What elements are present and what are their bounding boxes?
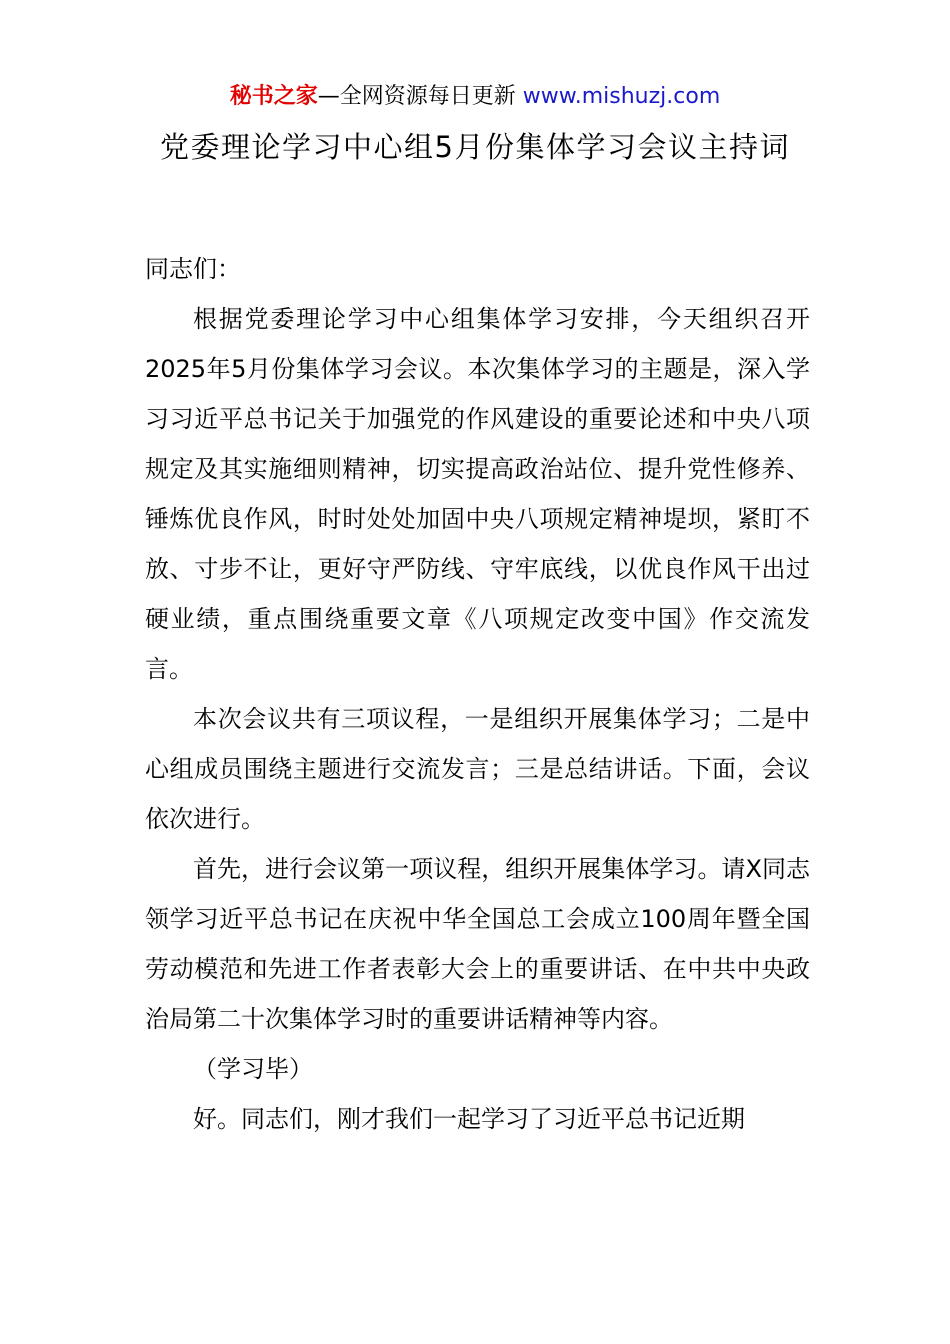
salutation: 同志们： bbox=[145, 255, 241, 283]
paragraph-1: 根据党委理论学习中心组集体学习安排，今天组织召开2025年5月份集体学习会议。本次集体学习的主题是，深入学习习近平总书记关于加强党的作风建设的重要论述和中央八项规定及其实施细则精神，切实提高政治站位、提升党性修养、锤炼优良作风，时时处处加固中央八项规定精神堤坝，紧盯不放、寸步不让，更好守严防线、守牢底线，以优良作风干出过硬业绩，重点围绕重要文章《八项规定改变中国》作交流发言。 bbox=[145, 305, 810, 683]
paragraph-4: （学习毕） bbox=[193, 1055, 313, 1083]
site-header bbox=[0, 80, 950, 114]
document-body bbox=[145, 244, 810, 1144]
paragraph-2: 本次会议共有三项议程，一是组织开展集体学习；二是中心组成员围绕主题进行交流发言；三是总结讲话。下面，会议依次进行。 bbox=[145, 705, 810, 833]
site-brand: 秘书之家 bbox=[229, 84, 318, 109]
paragraph-3: 首先，进行会议第一项议程，组织开展集体学习。请X同志领学习近平总书记在庆祝中华全国总工会成立100周年暨全国劳动模范和先进工作者表彰大会上的重要讲话、在中共中央政治局第二十次集体学习时的重要讲话精神等内容。 bbox=[145, 855, 810, 1033]
site-url-link[interactable]: www.mishuzj.com bbox=[522, 84, 721, 109]
site-tagline: —全网资源每日更新 bbox=[317, 84, 523, 109]
document-title: 党委理论学习中心组5月份集体学习会议主持词 bbox=[160, 130, 790, 164]
paragraph-5: 好。同志们，刚才我们一起学习了习近平总书记近期 bbox=[193, 1105, 745, 1133]
